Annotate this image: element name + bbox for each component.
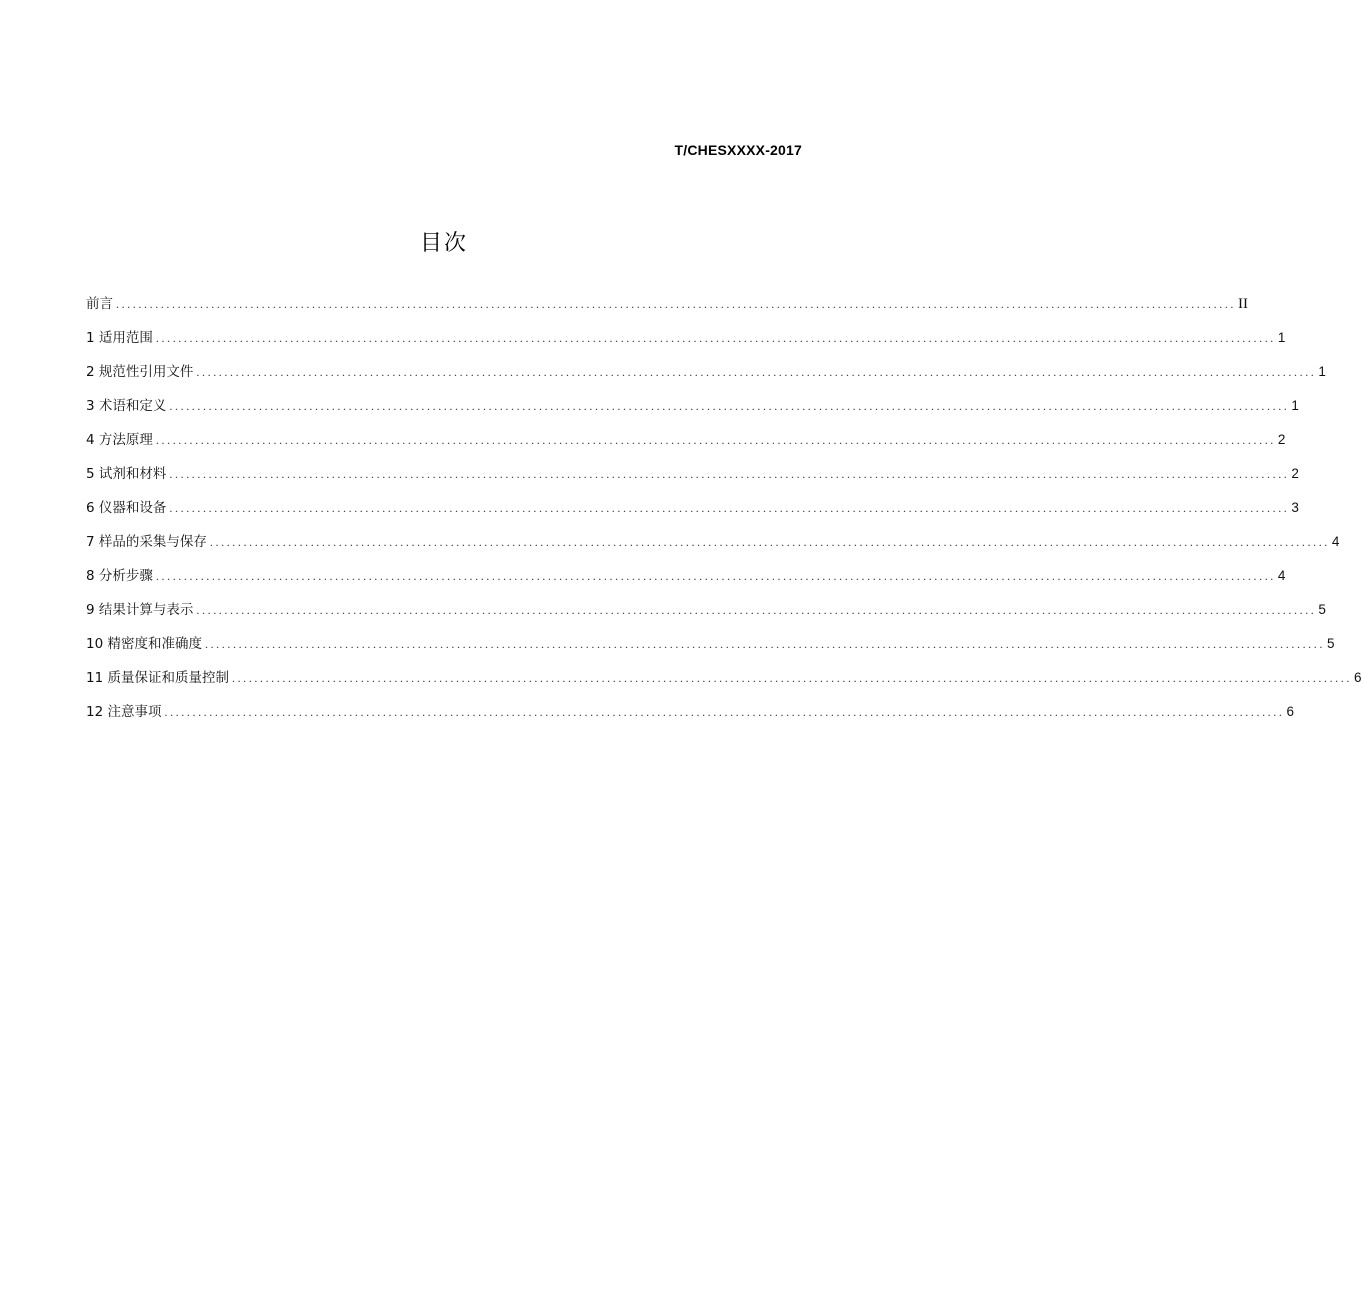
toc-leader-dots: ........................................................................................................................................................................................................ [155, 569, 1276, 583]
toc-entry-1[interactable] [86, 328, 1286, 362]
toc-entry-page: 4 [1277, 568, 1286, 583]
toc-leader-dots: ........................................................................................................................................................................................................ [196, 365, 1317, 379]
toc-entry-page: 2 [1291, 466, 1299, 481]
toc-entry-page: 5 [1326, 636, 1335, 651]
toc-entry-label: 4 方法原理 [86, 432, 153, 448]
toc-entry-11[interactable] [86, 668, 1362, 702]
toc-entry-label: 7 样品的采集与保存 [86, 534, 207, 550]
toc-entry-page: 6 [1353, 670, 1362, 685]
toc-entry-page: 2 [1277, 432, 1286, 447]
toc-leader-dots: ........................................................................................................................................................................................................ [155, 331, 1276, 345]
toc-leader-dots: ........................................................................................................................................................................................................ [169, 399, 1290, 413]
toc-leader-dots: ........................................................................................................................................................................................................ [204, 637, 1325, 651]
toc-leader-dots: ........................................................................................................................................................................................................ [196, 603, 1317, 617]
toc-entry-page: 6 [1286, 704, 1294, 719]
document-code: T/CHESXXXX-2017 [674, 142, 802, 158]
toc-leader-dots: ........................................................................................................................................................................................................ [164, 705, 1285, 719]
toc-title: 目次 [419, 231, 468, 256]
toc-entry-label: 8 分析步骤 [86, 568, 153, 584]
toc-entry-page: II [1238, 296, 1248, 312]
toc-entry-page: 3 [1291, 500, 1299, 515]
toc-leader-dots: ........................................................................................................................................................................................................ [169, 467, 1290, 481]
toc-entry-4[interactable] [86, 430, 1286, 464]
toc-entry-10[interactable] [86, 634, 1335, 668]
toc-entry-6[interactable] [86, 498, 1299, 532]
toc-entry-label: 1 适用范围 [86, 330, 153, 346]
toc-entry-page: 1 [1291, 398, 1299, 413]
toc-entry-label: 10 精密度和准确度 [86, 636, 202, 652]
toc-entry-label: 9 结果计算与表示 [86, 602, 194, 618]
toc-leader-dots: ........................................................................................................................................................................................................ [155, 433, 1276, 447]
toc-entry-page: 1 [1277, 330, 1286, 345]
toc-entry-7[interactable] [86, 532, 1340, 566]
toc-entry-2[interactable] [86, 362, 1326, 396]
toc-entry-label: 5 试剂和材料 [86, 466, 167, 482]
toc-entry-label: 12 注意事项 [86, 704, 162, 720]
toc-entry-label: 前言 [86, 296, 113, 312]
toc-leader-dots: ........................................................................................................................................................................................................ [231, 671, 1352, 685]
toc-entry-8[interactable] [86, 566, 1286, 600]
toc-entry-page: 5 [1318, 602, 1326, 617]
toc-entry-label: 2 规范性引用文件 [86, 364, 194, 380]
toc-entry-3[interactable] [86, 396, 1299, 430]
toc-entry-page: 4 [1331, 534, 1340, 549]
toc-entry-label: 6 仪器和设备 [86, 500, 167, 516]
toc-entry-9[interactable] [86, 600, 1326, 634]
toc-entry-12[interactable] [86, 702, 1294, 736]
toc-entry-label: 11 质量保证和质量控制 [86, 670, 229, 686]
toc-entry-page: 1 [1318, 364, 1326, 379]
toc-entry-label: 3 术语和定义 [86, 398, 167, 414]
toc-leader-dots: ........................................................................................................................................................................................................ [209, 535, 1330, 549]
toc-leader-dots: ........................................................................................................................................................................................................ [169, 501, 1290, 515]
toc-list [86, 294, 1362, 736]
toc-leader-dots: ........................................................................................................................................................................................................ [116, 297, 1236, 311]
toc-entry-5[interactable] [86, 464, 1299, 498]
toc-entry-foreword[interactable] [86, 294, 1248, 328]
